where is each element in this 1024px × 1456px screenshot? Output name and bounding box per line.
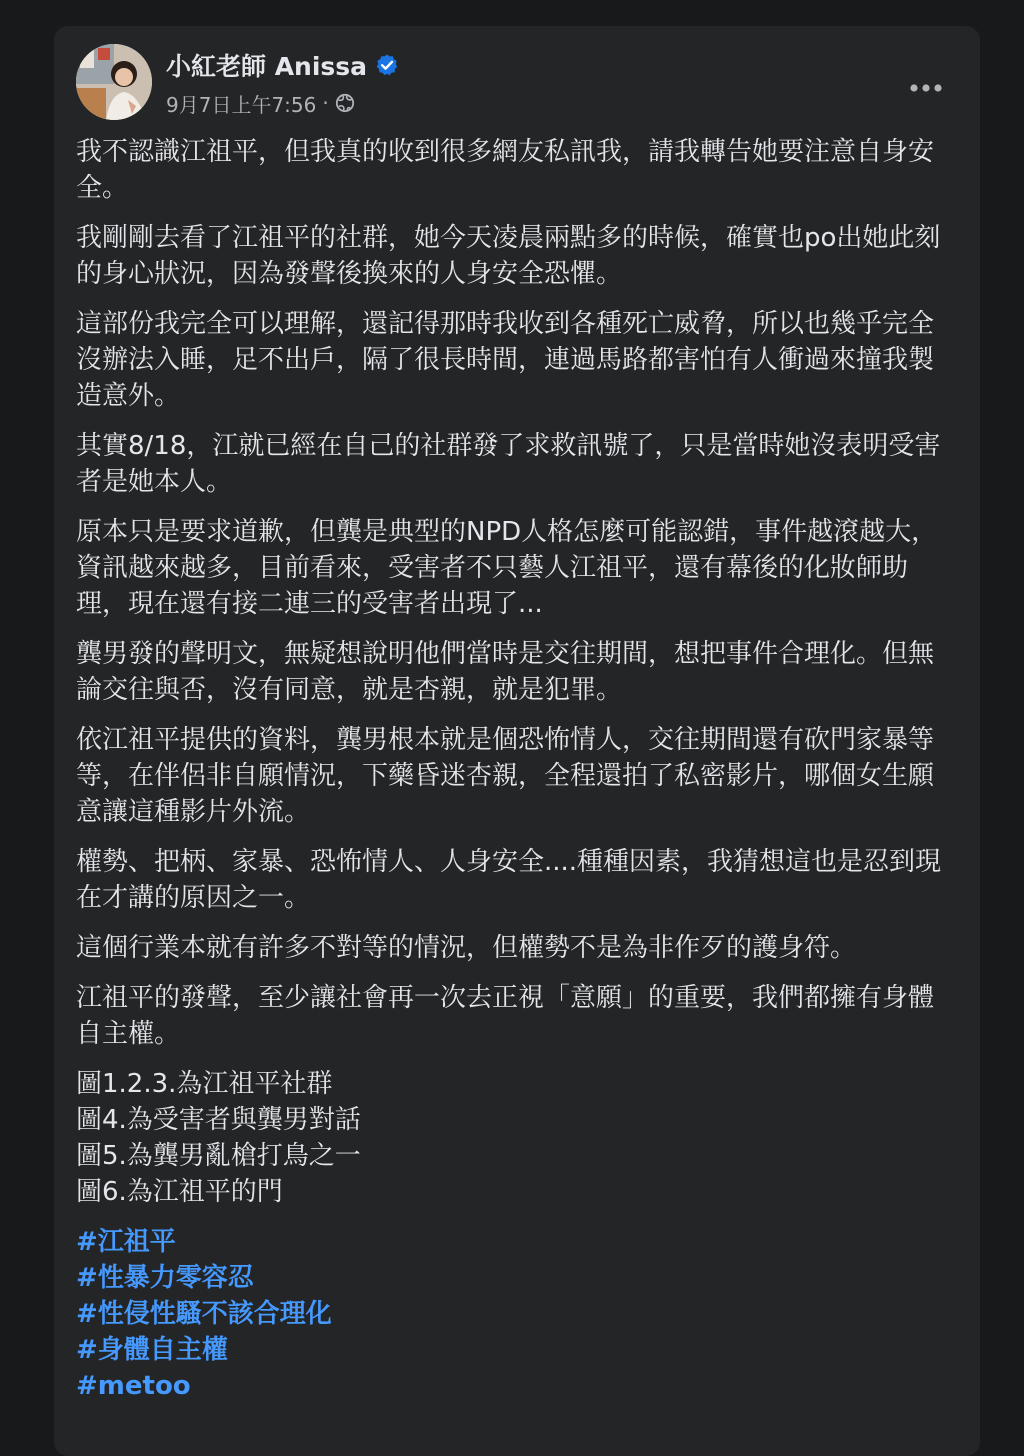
hashtag-link[interactable]: #身體自主權 bbox=[76, 1335, 228, 1365]
post-paragraph: 原本只是要求道歉，但龔是典型的NPD人格怎麼可能認錯，事件越滾越大，資訊越來越多，目前看來，受害者不只藝人江祖平，還有幕後的化妝師助理，現在還有接二連三的受害者出現了... bbox=[76, 517, 938, 619]
more-options-icon bbox=[908, 83, 944, 93]
post-card bbox=[54, 26, 980, 1456]
author-name[interactable]: 小紅老師 Anissa bbox=[166, 52, 368, 81]
figure-note: 圖4.為受害者與龔男對話 bbox=[76, 1105, 361, 1135]
post-paragraph: 江祖平的發聲，至少讓社會再一次去正視「意願」的重要，我們都擁有身體自主權。 bbox=[76, 983, 935, 1049]
hashtag-link[interactable]: #江祖平 bbox=[76, 1227, 176, 1257]
post-body bbox=[76, 134, 956, 1404]
post-paragraph: 其實8/18，江就已經在自己的社群發了求救訊號了，只是當時她沒表明受害者是她本人。 bbox=[76, 431, 941, 497]
hashtag-link[interactable]: #metoo bbox=[76, 1371, 191, 1401]
figure-notes bbox=[76, 1066, 956, 1210]
avatar-photo bbox=[76, 44, 152, 120]
meta-separator: · bbox=[322, 91, 329, 115]
hashtag-link[interactable]: #性侵性騷不該合理化 bbox=[76, 1299, 332, 1329]
globe-icon[interactable] bbox=[335, 93, 355, 113]
verified-badge-icon bbox=[375, 53, 399, 77]
figure-note: 圖6.為江祖平的門 bbox=[76, 1177, 283, 1207]
post-paragraph: 這部份我完全可以理解，還記得那時我收到各種死亡威脅，所以也幾乎完全沒辦法入睡，足不出戶，隔了很長時間，連過馬路都害怕有人衝過來撞我製造意外。 bbox=[76, 309, 935, 411]
post-paragraph: 這個行業本就有許多不對等的情況，但權勢不是為非作歹的護身符。 bbox=[76, 933, 857, 963]
post-paragraph: 我剛剛去看了江祖平的社群，她今天凌晨兩點多的時候，確實也po出她此刻的身心狀況，因為發聲後換來的人身安全恐懼。 bbox=[76, 223, 941, 289]
post-paragraph: 我不認識江祖平，但我真的收到很多網友私訊我，請我轉告她要注意自身安全。 bbox=[76, 137, 935, 203]
post-paragraph: 依江祖平提供的資料，龔男根本就是個恐怖情人，交往期間還有砍門家暴等等，在伴侶非自願情況，下藥昏迷杏親，全程還拍了私密影片，哪個女生願意讓這種影片外流。 bbox=[76, 725, 935, 827]
author-block bbox=[166, 46, 399, 122]
post-timestamp[interactable]: 9月7日上午7:56 bbox=[166, 92, 317, 117]
figure-note: 圖1.2.3.為江祖平社群 bbox=[76, 1069, 333, 1099]
post-header bbox=[76, 44, 958, 124]
figure-note: 圖5.為龔男亂槍打鳥之一 bbox=[76, 1141, 361, 1171]
hashtag-link[interactable]: #性暴力零容忍 bbox=[76, 1263, 254, 1293]
author-line bbox=[166, 46, 399, 84]
author-avatar[interactable] bbox=[76, 44, 152, 120]
post-paragraph: 權勢、把柄、家暴、恐怖情人、人身安全....種種因素，我猜想這也是忍到現在才講的原因之一。 bbox=[76, 847, 942, 913]
post-meta bbox=[166, 84, 399, 122]
hashtag-list bbox=[76, 1224, 956, 1404]
more-options-button[interactable] bbox=[902, 72, 950, 104]
post-paragraph: 龔男發的聲明文，無疑想說明他們當時是交往期間，想把事件合理化。但無論交往與否，沒有同意，就是杏親，就是犯罪。 bbox=[76, 639, 935, 705]
